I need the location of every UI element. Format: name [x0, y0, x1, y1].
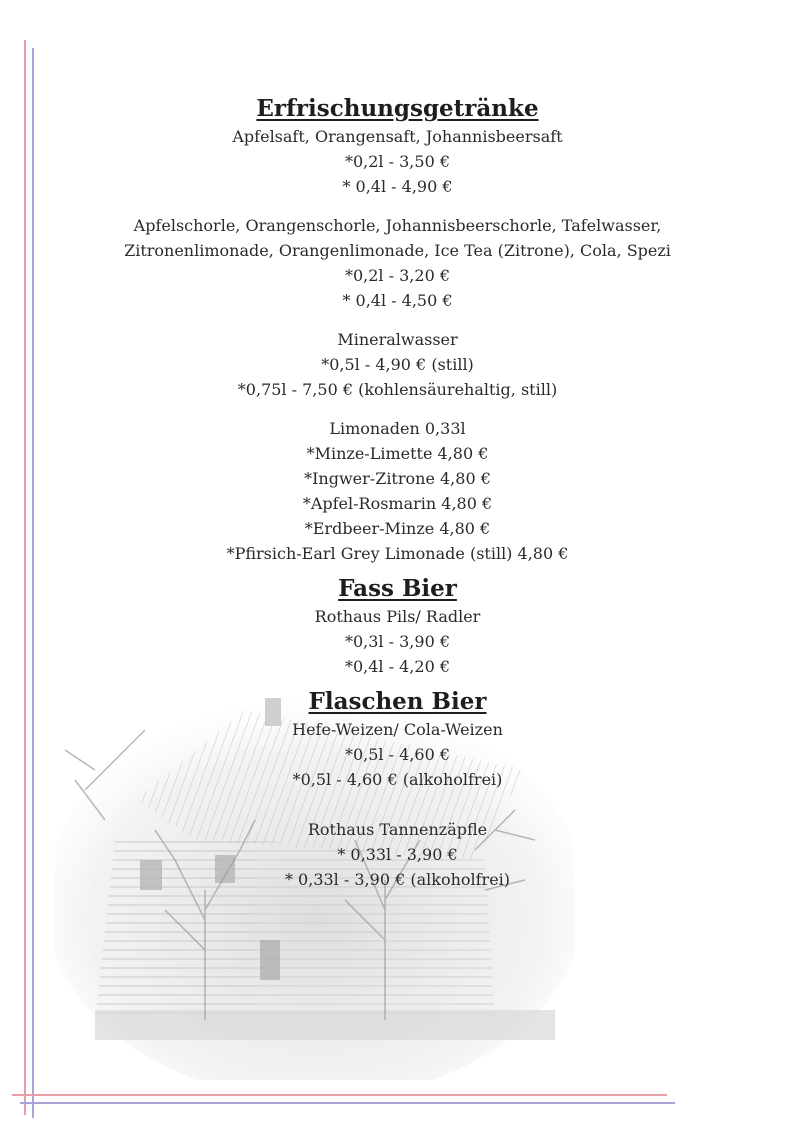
section-heading-flaschen-bier: Flaschen Bier: [308, 688, 487, 715]
border-line-red-horizontal: [12, 1094, 667, 1096]
border-line-blue-horizontal: [20, 1102, 675, 1104]
menu-line: *Minze-Limette 4,80 €: [306, 444, 489, 463]
menu-line: *0,3l - 3,90 €: [344, 632, 451, 651]
menu-line: Hefe-Weizen/ Cola-Weizen: [292, 720, 503, 739]
menu-line: Mineralwasser: [337, 330, 458, 349]
menu-line: *Pfirsich-Earl Grey Limonade (still) 4,80 €: [226, 544, 569, 563]
menu-line: Apfelschorle, Orangenschorle, Johannisbeerschorle, Tafelwasser,: [133, 216, 662, 235]
menu-line: Apfelsaft, Orangensaft, Johannisbeersaft: [232, 127, 563, 146]
menu-line: *Ingwer-Zitrone 4,80 €: [304, 469, 491, 488]
menu-line: *0,75l - 7,50 € (kohlensäurehaltig, still): [237, 380, 558, 399]
menu-line: *0,5l - 4,60 €: [344, 745, 451, 764]
border-line-blue-vertical: [32, 48, 34, 1118]
border-line-red-vertical: [24, 40, 26, 1115]
drinks-menu: [40, 94, 755, 892]
menu-line: * 0,4l - 4,90 €: [342, 177, 453, 196]
menu-line: Rothaus Pils/ Radler: [314, 607, 481, 626]
section-heading-erfrischungsgetraenke: Erfrischungsgetränke: [256, 95, 539, 122]
menu-line: *0,2l - 3,20 €: [344, 266, 451, 285]
menu-line: * 0,33l - 3,90 € (alkoholfrei): [284, 870, 511, 889]
menu-line: *0,2l - 3,50 €: [344, 152, 451, 171]
menu-line: *0,5l - 4,60 € (alkoholfrei): [292, 770, 503, 789]
menu-line: *Apfel-Rosmarin 4,80 €: [302, 494, 493, 513]
menu-line: * 0,33l - 3,90 €: [337, 845, 458, 864]
menu-line: *0,5l - 4,90 € (still): [321, 355, 474, 374]
menu-line: * 0,4l - 4,50 €: [342, 291, 453, 310]
menu-line: *0,4l - 4,20 €: [344, 657, 451, 676]
menu-line: *Erdbeer-Minze 4,80 €: [304, 519, 491, 538]
menu-line: Zitronenlimonade, Orangenlimonade, Ice Tea (Zitrone), Cola, Spezi: [124, 241, 671, 260]
menu-line: Limonaden 0,33l: [329, 419, 466, 438]
menu-line: Rothaus Tannenzäpfle: [307, 820, 488, 839]
section-heading-fass-bier: Fass Bier: [338, 575, 457, 602]
